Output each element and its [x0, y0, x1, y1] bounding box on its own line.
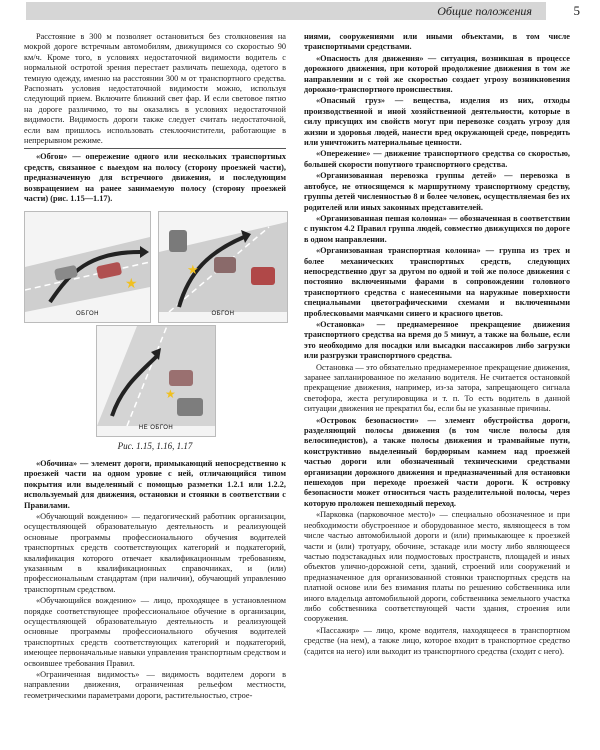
paragraph: «Остановка» — преднамеренное прекращение движения транспортного средства на время до 5 минут, а также на больше, если это необходимо для посадки или высадки пассажиров либо загрузки или разгрузки транспортного средства.	[304, 319, 570, 361]
figure-caption: Рис. 1.15, 1.16, 1.17	[117, 440, 193, 451]
paragraph: «Опережение» — движение транспортного средства со скоростью, большей скорости попутного транспортного средства.	[304, 149, 570, 169]
figure-label: ОБГОН	[211, 311, 235, 318]
figure-label: ОБГОН	[75, 311, 100, 318]
paragraph: Остановка — это обязательно преднамеренное прекращение движения, заранее запланированное по желанию водителя. Не считается остановкой прекращение движения, например, из-за затора, запрещающего сигнала светофора, жеста регулировщика и т. п. То есть водитель в данной ситуации движения не прекратил бы, если бы не указанные причины.	[304, 362, 570, 414]
page-header	[26, 2, 580, 22]
figure-row-bottom	[24, 325, 286, 437]
figure-1-17	[96, 325, 216, 437]
definition-student: «Обучающийся вождению» — лицо, проходящее в установленном порядке соответствующее профессиональное обучение в организации, осуществляющей образовательную деятельность и реализующей основные программы профессионального обучения водителей транспортных средств соответствующих категорий и подкатегорий, имеющее первоначальные навыки управления транспортным средством и освоившее требования Правил.	[24, 596, 286, 668]
page-number: 5	[573, 3, 580, 18]
paragraph: «Островок безопасности» — элемент обустройства дороги, разделяющий полосы движения (в том числе полосы для велосипедистов), а также полосы движения и трамвайные пути, конструктивно выделенный бордюрным камнем над проезжей частью дороги или обозначенный техническими средствами организации дорожного движения и предназначенный для остановки пешеходов при переходе проезжей части дороги. К островку безопасности может относиться часть разделительной полосы, через которую проложен пешеходный переход.	[304, 415, 570, 508]
definition-limited-visibility: «Ограниченная видимость» — видимость водителем дороги в направлении движения, ограниченная рельефом местности, геометрическими параметрами дороги, растительностью, строе-	[24, 670, 286, 700]
paragraph: «Организованная перевозка группы детей» — перевозка в автобусе, не относящемся к маршрутному транспортному средству, группы детей численностью 8 и более человек, осуществляемая без их родителей или иных законных представителей.	[304, 171, 570, 212]
page-title: Общие положения	[437, 4, 532, 18]
svg-text:★: ★	[125, 276, 138, 292]
paragraph: «Опасный груз» — вещества, изделия из них, отходы производственной и иной хозяйственной деятельности, которые в силу присущих им свойств могут при перевозке создать угрозу для жизни и здоровья людей, нанести вред окружающей среде, повредить или уничтожить материальные ценности.	[304, 96, 570, 148]
figure-1-15	[24, 211, 151, 323]
figure-row-top	[24, 211, 286, 323]
paragraph: «Организованная пешая колонна» — обозначенная в соответствии с пунктом 4.2 Правил группа людей, совместно движущихся по дороге в одном направлении.	[304, 213, 570, 244]
left-column	[24, 32, 286, 702]
definition-instructor: «Обучающий вождению» — педагогический работник организации, осуществляющей образовательную деятельность и реализующей основные программы профессионального обучения водителей транспортных средств соответствующих категорий и подкатегорий, квалификация которого отвечает квалификационным требованиям, указанным в квалификационных справочниках, и (или) профессиональным стандартам (при наличии), обучающий управлению транспортным средством.	[24, 511, 286, 594]
overtake-definition: «Обгон» — опережение одного или нескольких транспортных средств, связанное с выездом на полосу (сторону проезжей части), предназначенную для встречного движения, и последующим возвращением на ранее занимаемую полосу (сторону проезжей части) (рис. 1.15—1.17).	[24, 152, 286, 204]
paragraph: «Опасность для движения» — ситуация, возникшая в процессе дорожного движения, при которой продолжение движения в том же направлении и с той же скоростью создает угрозу возникновения дорожно-транспортного происшествия.	[304, 53, 570, 95]
intro-paragraph: Расстояние в 300 м позволяет остановиться без столкновения на мокрой дороге встречным автомобилям, движущимся со скоростью 90 км/ч. Кроме того, в условиях недостаточной видимости водитель с нормальной остротой зрения перестает различать пешехода, одетого в темную одежду, именно на расстоянии 300 м от транспортного средства. Распознать условия недостаточной видимости можно, используя следующий прием. Включите ближний свет фар. И если световое пятно на дороге различимо, то вы оказались в условиях недостаточной видимости. Видимость дороги также следует считать недостаточной, если вам пришлось использовать стеклоочистители, работающие в непрерывном режиме.	[24, 32, 286, 146]
svg-text:★: ★	[187, 261, 199, 277]
figure-label: НЕ ОБГОН	[138, 425, 174, 432]
paragraph: ниями, сооружениями или иными объектами, в том числе транспортными средствами.	[304, 32, 570, 52]
paragraph: «Парковка (парковочное место)» — специально обозначенное и при необходимости обустроенное и оборудованное место, являющееся в том числе частью автомобильной дороги и (или) примыкающее к проезжей части и (или) тротуару, обочине, эстакаде или мосту либо являющееся частью подэстакадных или подмостовых пространств, площадей и иных объектов улично-дорожной сети, зданий, строений или сооружений и предназначенное для организованной стоянки транспортных средств на платной основе или без взимания платы по решению собственника или иного владельца автомобильной дороги, собственника земельного участка либо собственника соответствующей части здания, строения или сооружения.	[304, 510, 570, 624]
divider	[24, 148, 286, 149]
right-column	[304, 32, 570, 658]
paragraph: «Организованная транспортная колонна» — группа из трех и более механических транспортных средств, следующих непосредственно друг за другом по одной и той же полосе движения с постоянно включенными фарами в сопровождении головного транспортного средства с нанесенными на наружные поверхности специальными цветографическими схемами и включенными проблесковыми маячками синего и красного цветов.	[304, 246, 570, 318]
definition-obochina: «Обочина» — элемент дороги, примыкающий непосредственно к проезжей части на одном уровне с ней, отличающийся типом покрытия или выделенный с помощью разметки 1.2.1 или 1.2.2, используемый для движения, остановки и стоянки в соответствии с Правилами.	[24, 458, 286, 510]
paragraph: «Пассажир» — лицо, кроме водителя, находящееся в транспортном средстве (на нем), а также лицо, которое входит в транспортное средство (садится на него) или выходит из транспортного средства (сходит с него).	[304, 625, 570, 656]
svg-text:★: ★	[165, 386, 176, 401]
figure-1-16	[158, 211, 288, 323]
